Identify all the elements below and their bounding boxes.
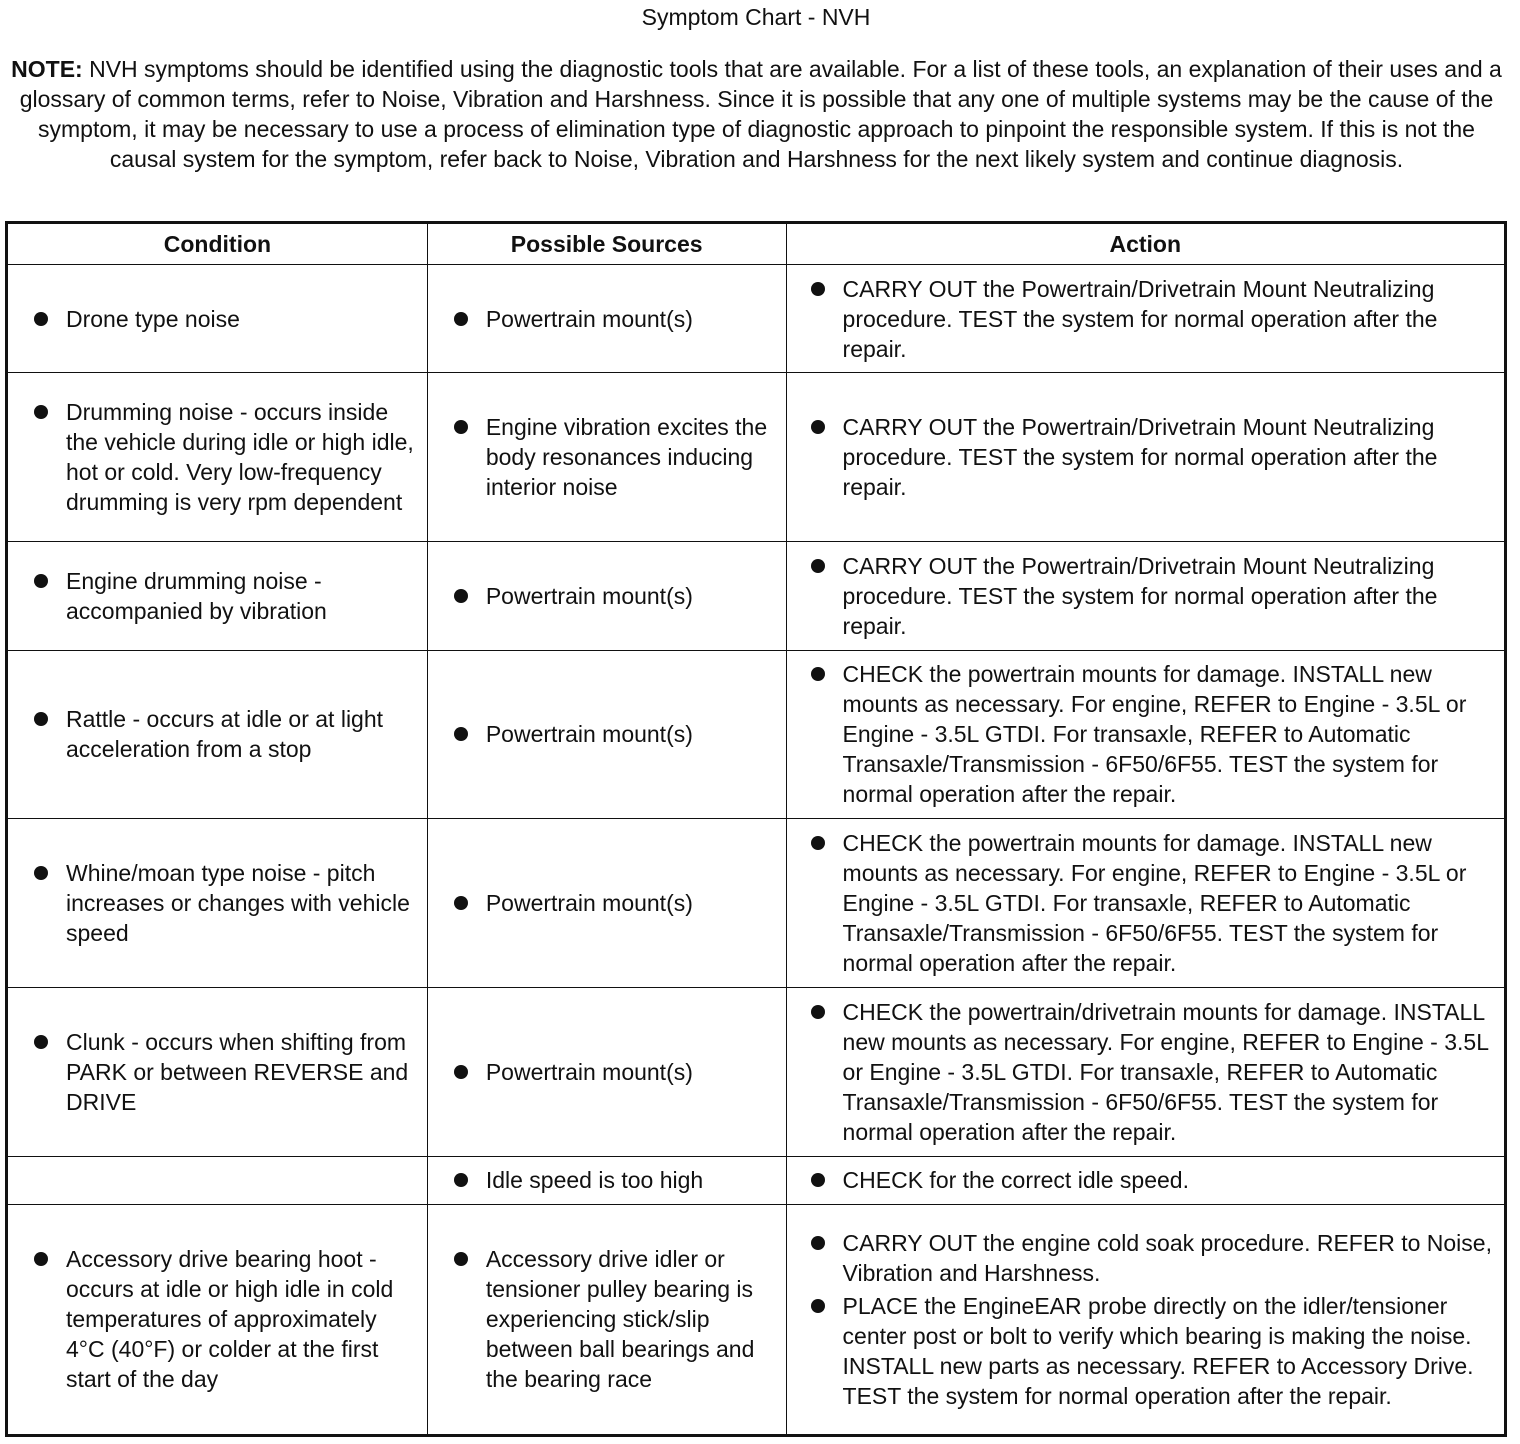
symptom-chart-table [5, 221, 1507, 1437]
bullet-icon [454, 727, 468, 741]
note-text: NVH symptoms should be identified using the diagnostic tools that are available. For a list of these tools, an explanation of their uses and a glossary of common terms, refer to Noise, Vibration and Harshness. Since it is possible that any one of multiple systems may be the cause of the symptom, it may be necessary to use a process of elimination type of diagnostic approach to pinpoint the responsible system. If this is not the causal system for the symptom, refer back to Noise, Vibration and Harshness for the next likely system and continue diagnosis. [19, 56, 1502, 172]
source-text: Engine vibration excites the body resonances inducing interior noise [485, 414, 768, 501]
condition-text: Drone type noise [66, 305, 240, 332]
table-row [7, 1156, 1506, 1204]
bullet-icon [34, 405, 48, 419]
bullet-icon [811, 1005, 825, 1019]
list-item [8, 1027, 419, 1117]
action-text: CARRY OUT the Powertrain/Drivetrain Mount Neutralizing procedure. TEST the system for normal operation after the repair. [842, 275, 1438, 362]
table-row [7, 988, 1506, 1157]
bullet-icon [454, 1173, 468, 1187]
bullet-icon [454, 312, 468, 326]
list-item [787, 551, 1496, 641]
list-item [428, 719, 778, 749]
source-cell [427, 542, 786, 650]
action-cell [786, 265, 1505, 373]
bullet-icon [34, 712, 48, 726]
condition-text: Drumming noise - occurs inside the vehicle during idle or high idle, hot or cold. Very low-frequency drumming is very rpm dependent [66, 399, 414, 516]
action-cell [786, 1204, 1505, 1435]
source-text: Powertrain mount(s) [485, 582, 693, 609]
action-text: CARRY OUT the Powertrain/Drivetrain Mount Neutralizing procedure. TEST the system for normal operation after the repair. [842, 552, 1438, 639]
list-item [8, 566, 419, 626]
list-item [428, 888, 778, 918]
action-cell [786, 988, 1505, 1157]
header-action: Action [786, 223, 1505, 265]
source-cell [427, 1156, 786, 1204]
list-item [428, 1244, 778, 1394]
condition-cell [7, 265, 428, 373]
source-text: Powertrain mount(s) [485, 890, 693, 917]
header-possible-sources: Possible Sources [427, 223, 786, 265]
action-cell [786, 819, 1505, 988]
action-text: CHECK the powertrain mounts for damage. INSTALL new mounts as necessary. For engine, REFER to Engine - 3.5L or Engine - 3.5L GTDI. For transaxle, REFER to Automatic Transaxle/Transmission - 6F50/6F55. TEST the system for normal operation after the repair. [842, 830, 1467, 977]
condition-text: Accessory drive bearing hoot - occurs at idle or high idle in cold temperatures of approximately 4°C (40°F) or colder at the first start of the day [66, 1246, 394, 1393]
bullet-icon [34, 312, 48, 326]
list-item [787, 1228, 1496, 1288]
action-cell [786, 542, 1505, 650]
condition-text: Rattle - occurs at idle or at light acceleration from a stop [66, 706, 384, 763]
condition-text: Whine/moan type noise - pitch increases or changes with vehicle speed [66, 860, 410, 947]
source-cell [427, 650, 786, 819]
table-row [7, 1204, 1506, 1435]
bullet-icon [811, 667, 825, 681]
table-row [7, 373, 1506, 542]
list-item [787, 1165, 1496, 1195]
list-item [428, 304, 778, 334]
bullet-icon [811, 1173, 825, 1187]
bullet-icon [811, 282, 825, 296]
table-row [7, 265, 1506, 373]
action-text: CHECK the powertrain mounts for damage. INSTALL new mounts as necessary. For engine, REFER to Engine - 3.5L or Engine - 3.5L GTDI. For transaxle, REFER to Automatic Transaxle/Transmission - 6F50/6F55. TEST the system for normal operation after the repair. [842, 661, 1467, 808]
page-title: Symptom Chart - NVH [641, 4, 871, 30]
action-text: CHECK the powertrain/drivetrain mounts for damage. INSTALL new mounts as necessary. For engine, REFER to Engine - 3.5L or Engine - 3.5L GTDI. For transaxle, REFER to Automatic Transaxle/Transmission - 6F50/6F55. TEST the system for normal operation after the repair. [842, 998, 1489, 1145]
list-item [787, 997, 1496, 1147]
list-item [8, 304, 419, 334]
list-item [8, 704, 419, 764]
source-text: Accessory drive idler or tensioner pulley bearing is experiencing stick/slip between ball bearings and the bearing race [485, 1246, 755, 1393]
bullet-icon [454, 896, 468, 910]
bullet-icon [811, 1236, 825, 1250]
action-cell [786, 1156, 1505, 1204]
source-text: Powertrain mount(s) [485, 1058, 693, 1085]
list-item [428, 1057, 778, 1087]
condition-text: Clunk - occurs when shifting from PARK or between REVERSE and DRIVE [66, 1028, 409, 1115]
action-text: CARRY OUT the engine cold soak procedure. REFER to Noise, Vibration and Harshness. [842, 1229, 1492, 1286]
bullet-icon [34, 574, 48, 588]
action-cell [786, 650, 1505, 819]
condition-cell [7, 819, 428, 988]
bullet-icon [454, 420, 468, 434]
source-cell [427, 265, 786, 373]
action-text: PLACE the EngineEAR probe directly on the idler/tensioner center post or bolt to verify which bearing is making the noise. INSTALL new parts as necessary. REFER to Accessory Drive. TEST the system for normal operation after the repair. [842, 1292, 1474, 1409]
bullet-icon [454, 1065, 468, 1079]
bullet-icon [34, 866, 48, 880]
table-row [7, 819, 1506, 988]
list-item [428, 581, 778, 611]
condition-cell [7, 1204, 428, 1435]
source-cell [427, 988, 786, 1157]
action-text: CARRY OUT the Powertrain/Drivetrain Mount Neutralizing procedure. TEST the system for normal operation after the repair. [842, 414, 1438, 501]
list-item [787, 412, 1496, 502]
list-item [787, 274, 1496, 364]
bullet-icon [811, 1299, 825, 1313]
note-label: NOTE: [11, 56, 83, 82]
bullet-icon [34, 1252, 48, 1266]
action-cell [786, 373, 1505, 542]
source-cell [427, 373, 786, 542]
bullet-icon [811, 836, 825, 850]
list-item [8, 858, 419, 948]
list-item [8, 397, 419, 517]
bullet-icon [454, 1252, 468, 1266]
condition-cell [7, 373, 428, 542]
condition-cell [7, 650, 428, 819]
condition-cell-empty [7, 1156, 428, 1204]
source-cell [427, 1204, 786, 1435]
action-text: CHECK for the correct idle speed. [842, 1167, 1189, 1194]
table-row [7, 650, 1506, 819]
bullet-icon [34, 1035, 48, 1049]
header-condition: Condition [7, 223, 428, 265]
table-row [7, 542, 1506, 650]
source-text: Powertrain mount(s) [485, 721, 693, 748]
list-item [8, 1244, 419, 1394]
condition-cell [7, 988, 428, 1157]
list-item [787, 659, 1496, 809]
source-text: Powertrain mount(s) [485, 305, 693, 332]
source-cell [427, 819, 786, 988]
bullet-icon [811, 420, 825, 434]
list-item [428, 1165, 778, 1195]
list-item [787, 828, 1496, 978]
condition-text: Engine drumming noise - accompanied by vibration [66, 567, 327, 624]
bullet-icon [454, 589, 468, 603]
note-paragraph [8, 54, 1505, 174]
bullet-icon [811, 559, 825, 573]
source-text: Idle speed is too high [485, 1167, 704, 1194]
list-item [428, 412, 778, 502]
condition-cell [7, 542, 428, 650]
list-item [787, 1291, 1496, 1411]
table-header-row [7, 223, 1506, 265]
